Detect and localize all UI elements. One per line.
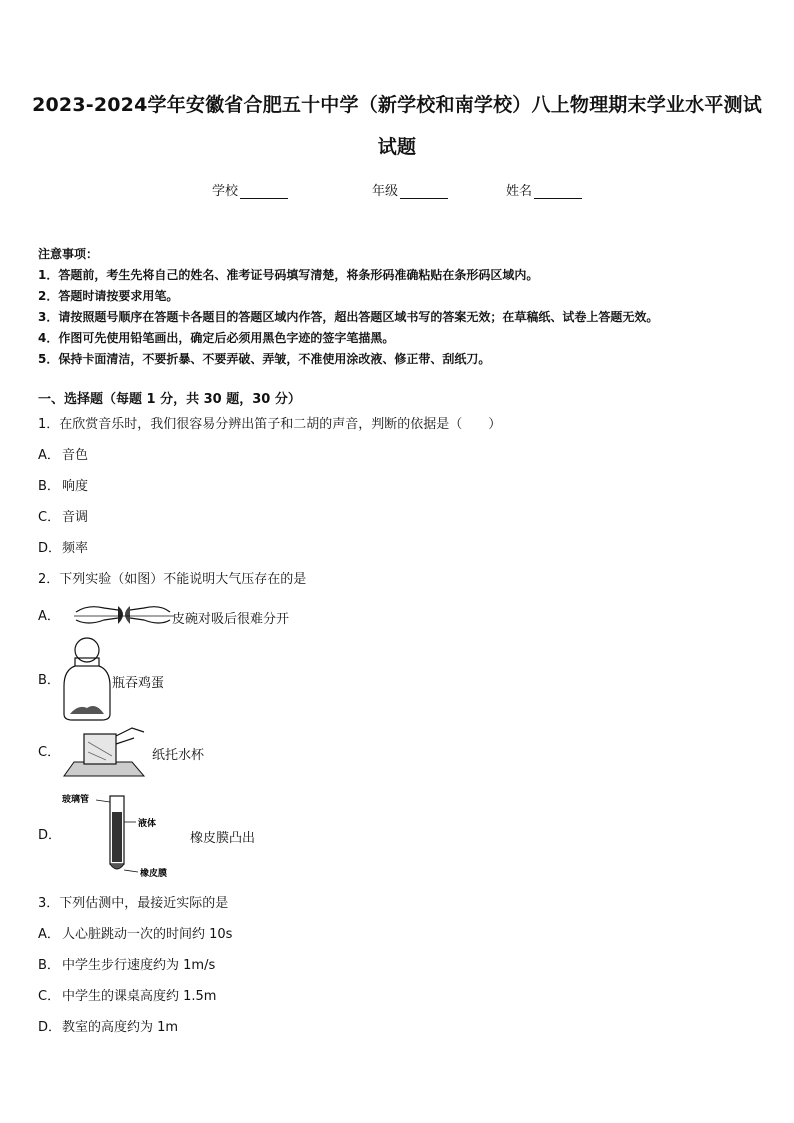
glass-tube-figure (62, 790, 186, 878)
student-info-fields (0, 180, 794, 202)
q3-option-a[interactable] (38, 926, 232, 944)
suction-cups-figure (74, 598, 174, 632)
option-letter: A． (38, 609, 60, 624)
notice-heading: 注意事项： (38, 247, 99, 261)
option-letter: D． (38, 828, 62, 843)
notice-item: 1．答题前，考生先将自己的姓名、准考证号码填写清楚，将条形码准确粘贴在条形码区域内。 (38, 268, 539, 282)
section-heading: 一、选择题（每题 1 分，共 30 题，30 分） (38, 392, 301, 407)
liquid-label: 液体 (138, 819, 157, 829)
school-field[interactable] (212, 180, 288, 199)
option-letter: D． (38, 1020, 62, 1035)
bottle-egg-figure (62, 636, 112, 722)
notice-item: 2．答题时请按要求用笔。 (38, 289, 179, 303)
q2c-caption: 纸托水杯 (152, 748, 205, 763)
option-text: 频率 (62, 541, 89, 556)
option-letter: B． (38, 479, 60, 494)
q2-option-c[interactable] (38, 744, 62, 762)
option-text: 音色 (62, 448, 89, 463)
option-text: 人心脏跳动一次的时间约 10s (62, 927, 233, 942)
grade-label: 年级 (372, 184, 399, 199)
school-blank[interactable] (240, 184, 288, 199)
option-letter: C． (38, 510, 61, 525)
notice-item: 4．作图可先使用铅笔画出，确定后必须用黑色字迹的签字笔描黑。 (38, 331, 395, 345)
q2-option-d[interactable] (38, 827, 62, 845)
option-letter: C． (38, 745, 61, 760)
option-text: 响度 (62, 479, 89, 494)
option-letter: B． (38, 673, 60, 688)
q1-option-a[interactable] (38, 447, 88, 465)
name-label: 姓名 (506, 184, 533, 199)
school-label: 学校 (212, 184, 239, 199)
q1-option-d[interactable] (38, 540, 88, 558)
q2a-caption: 皮碗对吸后很难分开 (172, 612, 290, 627)
q2-option-b[interactable] (38, 672, 62, 690)
membrane-label: 橡皮膜 (140, 869, 168, 879)
grade-blank[interactable] (400, 184, 448, 199)
option-letter: C． (38, 989, 61, 1004)
notice-item: 3．请按照题号顺序在答题卡各题目的答题区域内作答，超出答题区域书写的答案无效；在草稿纸、试卷上答题无效。 (38, 310, 659, 324)
q2b-caption: 瓶吞鸡蛋 (112, 676, 165, 691)
option-text: 音调 (62, 510, 89, 525)
option-letter: A． (38, 448, 60, 463)
q2-option-a[interactable] (38, 608, 62, 626)
option-text: 教室的高度约为 1m (62, 1020, 179, 1035)
name-blank[interactable] (534, 184, 582, 199)
question-1-stem: 1．在欣赏音乐时，我们很容易分辨出笛子和二胡的声音，判断的依据是（ ） (38, 417, 502, 432)
grade-field[interactable] (372, 180, 448, 199)
document-title: 2023-2024学年安徽省合肥五十中学（新学校和南学校）八上物理期末学业水平测试试题 (32, 94, 762, 158)
q3-option-b[interactable] (38, 957, 215, 975)
option-letter: D． (38, 541, 62, 556)
option-text: 中学生步行速度约为 1m/s (62, 958, 216, 973)
question-3-stem: 3．下列估测中，最接近实际的是 (38, 896, 229, 911)
option-text: 中学生的课桌高度约 1.5m (62, 989, 217, 1004)
question-2-stem: 2．下列实验（如图）不能说明大气压存在的是 (38, 572, 307, 587)
notice-item: 5．保持卡面清洁，不要折暴、不要弄破、弄皱，不准使用涂改液、修正带、刮纸刀。 (38, 352, 491, 366)
option-letter: A． (38, 927, 60, 942)
tube-label: 玻璃管 (62, 795, 90, 805)
name-field[interactable] (506, 180, 582, 199)
q1-option-b[interactable] (38, 478, 88, 496)
q3-option-d[interactable] (38, 1019, 178, 1037)
option-letter: B． (38, 958, 60, 973)
q3-option-c[interactable] (38, 988, 216, 1006)
notice-block (38, 244, 658, 370)
paper-cup-figure (62, 722, 146, 778)
q2d-caption: 橡皮膜凸出 (190, 831, 256, 846)
q1-option-c[interactable] (38, 509, 88, 527)
